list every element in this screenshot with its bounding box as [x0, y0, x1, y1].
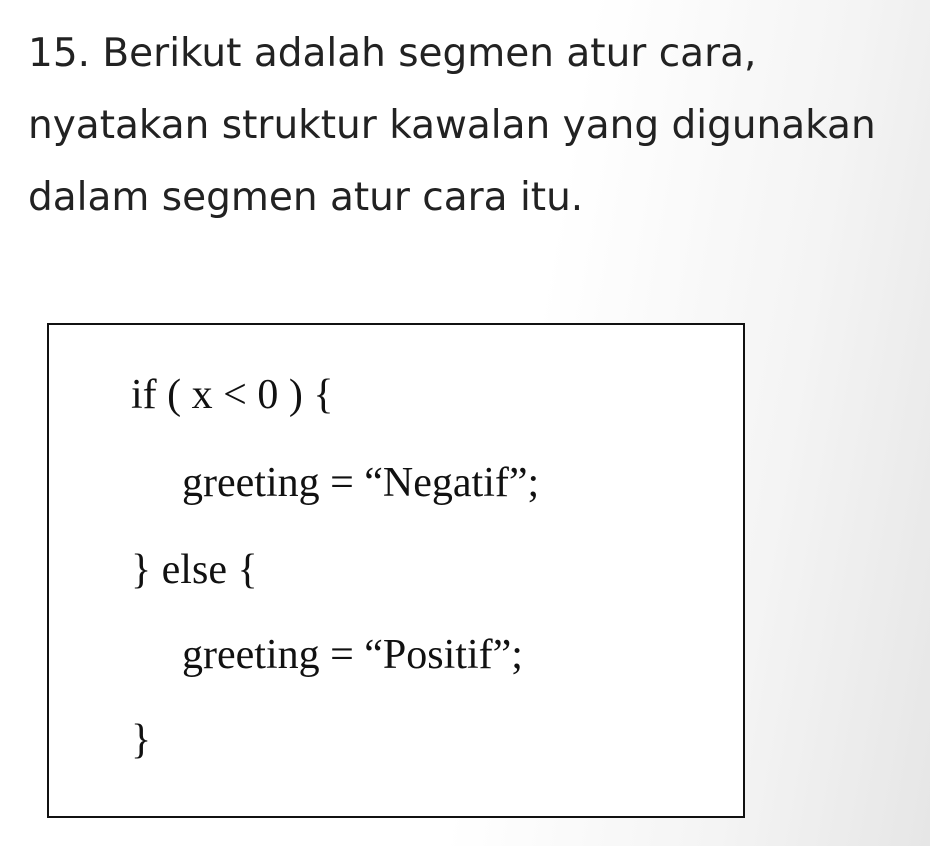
code-segment-box	[47, 323, 745, 818]
code-line-positif: greeting = “Positif”;	[182, 632, 523, 678]
question-line-3: dalam segmen atur cara itu.	[28, 175, 584, 220]
question-line-1: 15. Berikut adalah segmen atur cara,	[28, 31, 757, 76]
code-line-if: if ( x < 0 ) {	[131, 372, 334, 418]
code-line-close-brace: }	[131, 717, 152, 763]
question-text	[28, 18, 930, 234]
question-line-2: nyatakan struktur kawalan yang digunakan	[28, 103, 876, 148]
code-line-else: } else {	[131, 547, 258, 593]
code-line-negatif: greeting = “Negatif”;	[182, 460, 540, 506]
